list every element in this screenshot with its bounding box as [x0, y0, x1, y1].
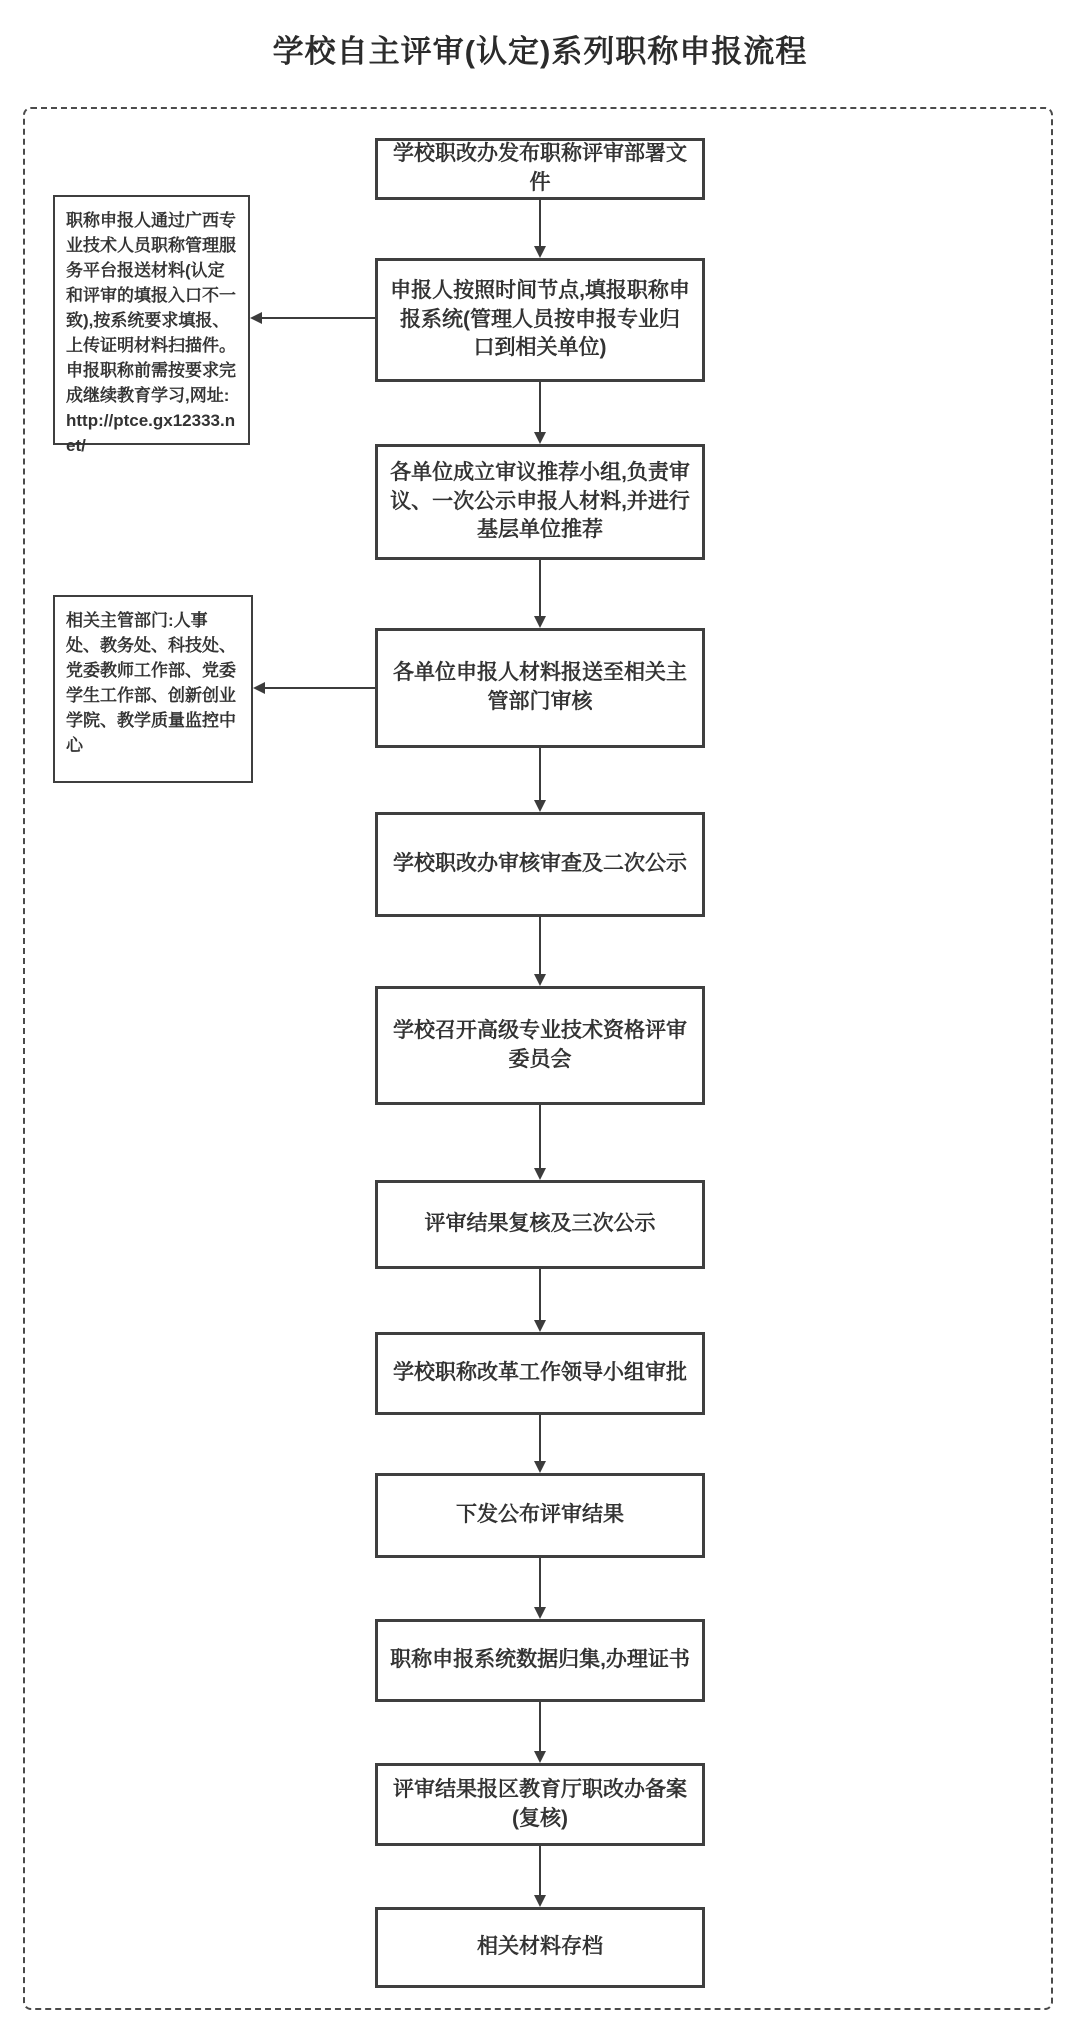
page-title: 学校自主评审(认定)系列职称申报流程: [272, 34, 808, 69]
flow-step-4: 各单位申报人材料报送至相关主管部门审核: [375, 628, 705, 748]
arrow-down-icon: [539, 1846, 541, 1895]
arrow-left-icon: [265, 687, 375, 689]
arrow-down-icon: [539, 1558, 541, 1607]
arrow-down-icon: [539, 382, 541, 432]
flow-step-6: 学校召开高级专业技术资格评审委员会: [375, 986, 705, 1105]
arrow-down-icon: [539, 560, 541, 616]
flow-step-1: 学校职改办发布职称评审部署文件: [375, 138, 705, 200]
flow-step-9: 下发公布评审结果: [375, 1473, 705, 1558]
flow-step-11: 评审结果报区教育厅职改办备案(复核): [375, 1763, 705, 1846]
flow-step-3: 各单位成立审议推荐小组,负责审议、一次公示申报人材料,并进行基层单位推荐: [375, 444, 705, 560]
flow-step-5: 学校职改办审核审查及二次公示: [375, 812, 705, 917]
arrow-down-icon: [539, 1702, 541, 1751]
arrow-down-icon: [539, 1269, 541, 1320]
arrow-down-icon: [539, 748, 541, 800]
arrow-down-icon: [539, 198, 541, 246]
flow-step-2: 申报人按照时间节点,填报职称申报系统(管理人员按申报专业归口到相关单位): [375, 258, 705, 382]
flow-step-12: 相关材料存档: [375, 1907, 705, 1988]
flow-step-10: 职称申报系统数据归集,办理证书: [375, 1619, 705, 1702]
arrow-left-icon: [262, 317, 375, 319]
note-competent-departments: 相关主管部门:人事处、教务处、科技处、党委教师工作部、党委学生工作部、创新创业学院、教学质量监控中心: [53, 595, 253, 783]
note-platform-submission: 职称申报人通过广西专业技术人员职称管理服务平台报送材料(认定和评审的填报入口不一致),按系统要求填报、上传证明材料扫描件。申报职称前需按要求完成继续教育学习,网址:http://ptce.gx12333.net/: [53, 195, 250, 445]
arrow-down-icon: [539, 1415, 541, 1461]
flow-step-7: 评审结果复核及三次公示: [375, 1180, 705, 1269]
arrow-down-icon: [539, 917, 541, 974]
flow-step-8: 学校职称改革工作领导小组审批: [375, 1332, 705, 1415]
arrow-down-icon: [539, 1105, 541, 1168]
